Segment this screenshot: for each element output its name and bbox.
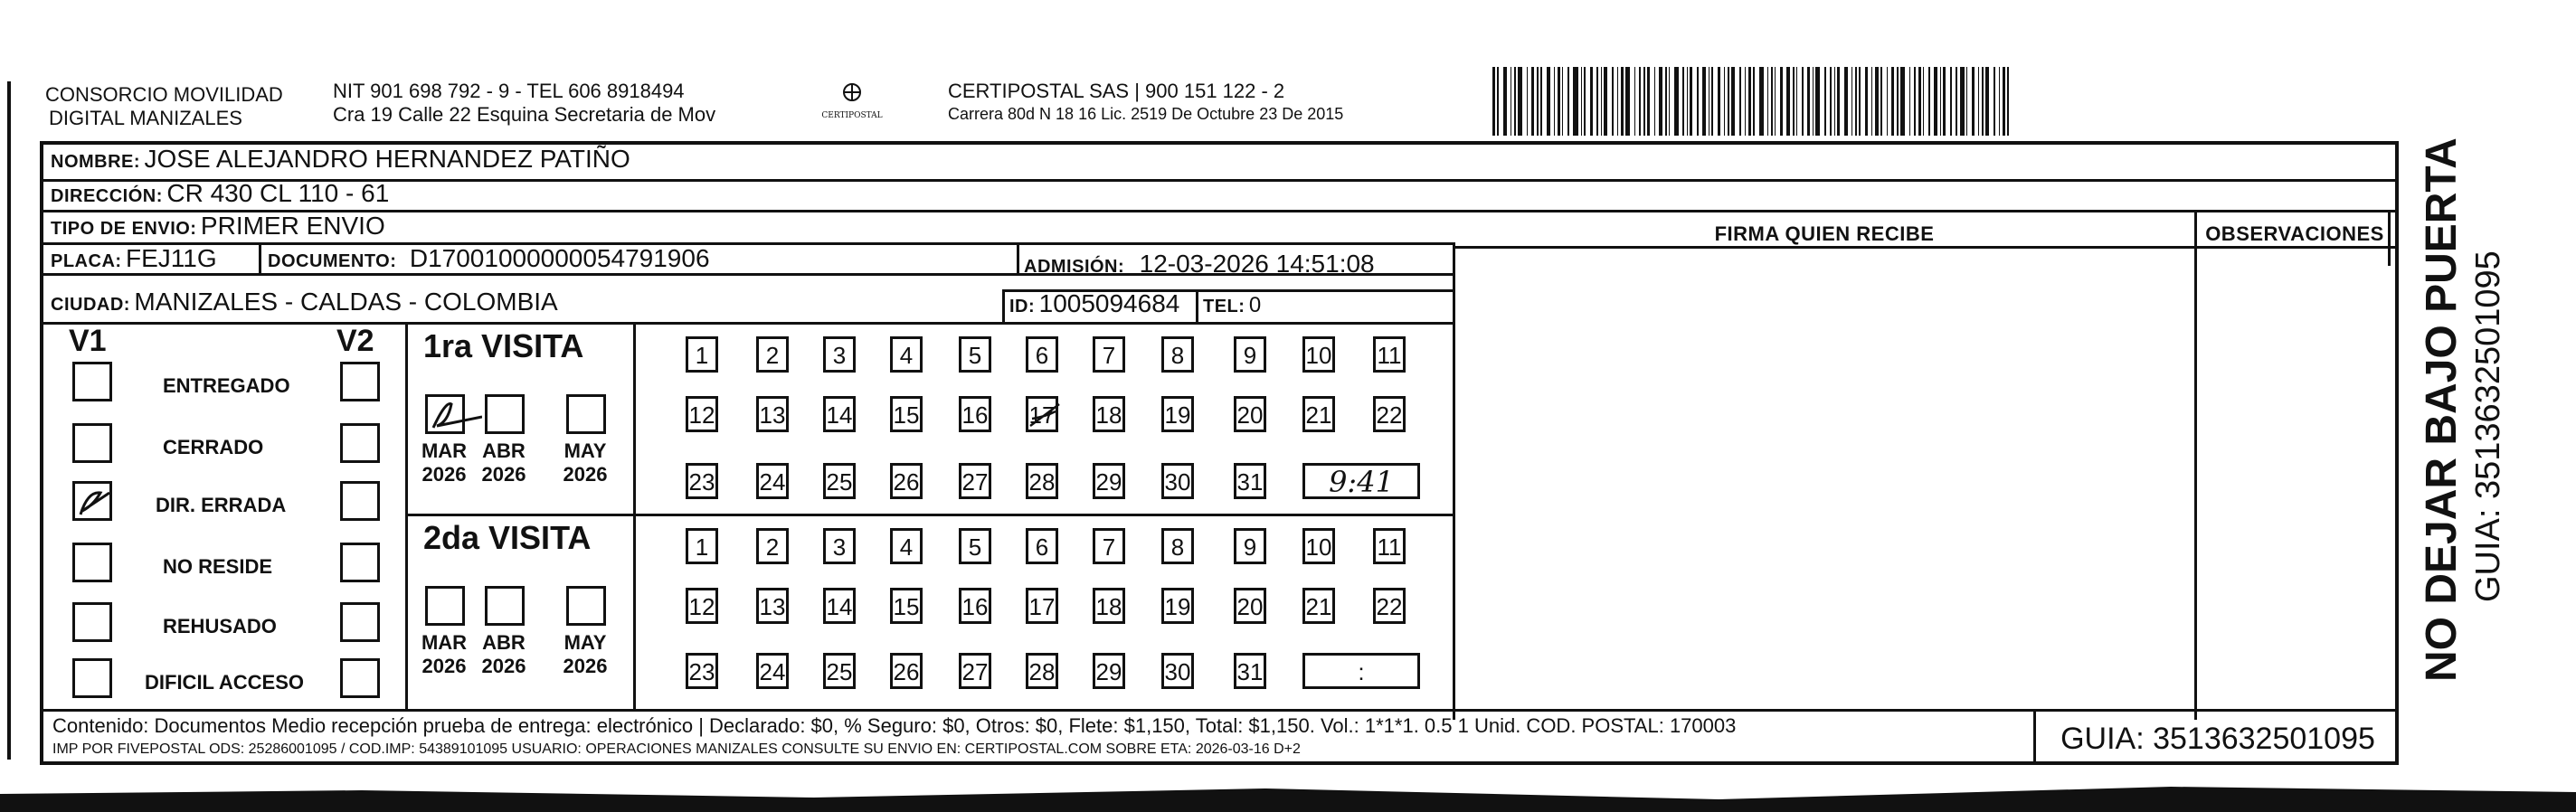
id-value: 1005094684 xyxy=(1038,289,1180,317)
day-box[interactable]: 17 xyxy=(1026,396,1058,432)
type-row xyxy=(51,212,385,241)
day-box[interactable]: 3 xyxy=(823,528,856,564)
logo-icon xyxy=(834,80,870,107)
day-box[interactable]: 5 xyxy=(959,336,991,373)
day-box[interactable]: 11 xyxy=(1373,528,1406,564)
v1-checkbox[interactable] xyxy=(72,362,112,401)
year-label: 2026 xyxy=(563,655,608,677)
status-option-label: DIFICIL ACCESO xyxy=(145,671,305,694)
admission-value: 12-03-2026 14:51:08 xyxy=(1139,250,1375,278)
city-value: MANIZALES - CALDAS - COLOMBIA xyxy=(134,288,558,316)
day-box[interactable]: 9 xyxy=(1234,336,1266,373)
barcode xyxy=(1492,67,2397,136)
address-label: DIRECCIÓN: xyxy=(51,186,163,206)
v1-checkbox[interactable] xyxy=(72,481,112,521)
no-dejar-bajo-puerta: NO DEJAR BAJO PUERTA xyxy=(2418,137,2466,682)
day-box[interactable]: 16 xyxy=(959,396,991,432)
day-box[interactable]: 11 xyxy=(1373,336,1406,373)
v2-checkbox[interactable] xyxy=(340,602,380,642)
carrier-address: Carrera 80d N 18 16 Lic. 2519 De Octubre 23 De 2015 xyxy=(948,105,1344,123)
month-label: MAY xyxy=(564,439,607,462)
status-option-label: ENTREGADO xyxy=(163,374,290,397)
v2-header: V2 xyxy=(336,324,374,358)
day-box[interactable]: 6 xyxy=(1026,528,1058,564)
nit-line: NIT 901 698 792 - 9 - TEL 606 8918494 xyxy=(333,80,685,102)
month-label: ABR xyxy=(482,631,526,654)
signature-area[interactable] xyxy=(1458,251,2191,705)
day-box[interactable]: 8 xyxy=(1161,336,1194,373)
status-option-label: DIR. ERRADA xyxy=(156,494,287,516)
day-box[interactable]: 18 xyxy=(1093,588,1125,624)
day-box[interactable]: 1 xyxy=(686,528,718,564)
plate-label: PLACA: xyxy=(51,251,122,271)
v2-checkbox[interactable] xyxy=(340,658,380,698)
month-option xyxy=(412,631,476,678)
second-visit-label: 2da VISITA xyxy=(423,519,592,556)
v1-checkbox[interactable] xyxy=(72,658,112,698)
year-label: 2026 xyxy=(481,655,526,677)
city-field xyxy=(51,288,558,316)
day-box[interactable]: 15 xyxy=(890,588,923,624)
day-box[interactable]: 6 xyxy=(1026,336,1058,373)
day-box[interactable]: 25 xyxy=(823,463,856,499)
plate-field xyxy=(51,244,217,273)
month-option xyxy=(412,439,476,486)
v1-checkbox[interactable] xyxy=(72,543,112,582)
month-option xyxy=(554,439,617,486)
city-label: CIUDAD: xyxy=(51,295,130,315)
day-box[interactable]: 28 xyxy=(1026,653,1058,689)
day-box[interactable]: 24 xyxy=(756,653,789,689)
month-label: MAR xyxy=(421,439,468,462)
day-box[interactable]: 4 xyxy=(890,336,923,373)
v1-header: V1 xyxy=(69,324,107,358)
day-box[interactable]: 30 xyxy=(1161,463,1194,499)
day-box[interactable]: 31 xyxy=(1234,463,1266,499)
day-box[interactable]: 26 xyxy=(890,653,923,689)
status-option-label: CERRADO xyxy=(163,436,264,458)
day-box[interactable]: 31 xyxy=(1234,653,1266,689)
carrier-info xyxy=(948,80,1343,125)
observations-area[interactable] xyxy=(2200,251,2388,705)
day-box[interactable]: 19 xyxy=(1161,588,1194,624)
month-checkbox[interactable] xyxy=(425,586,465,626)
v2-checkbox[interactable] xyxy=(340,362,380,401)
scan-edge xyxy=(0,774,2576,812)
month-checkbox[interactable] xyxy=(485,586,525,626)
day-box[interactable]: 10 xyxy=(1302,528,1335,564)
day-box[interactable]: 7 xyxy=(1093,528,1125,564)
day-box[interactable]: 2 xyxy=(756,336,789,373)
company-address: Cra 19 Calle 22 Esquina Secretaria de Mov xyxy=(333,103,716,126)
month-label: MAY xyxy=(564,631,607,654)
company-name-line1: CONSORCIO MOVILIDAD xyxy=(45,83,283,106)
day-box[interactable]: 12 xyxy=(686,588,718,624)
id-field xyxy=(1009,289,1179,318)
document-label: DOCUMENTO: xyxy=(268,251,397,271)
day-box[interactable]: 2 xyxy=(756,528,789,564)
logo-text: CERTIPOSTAL xyxy=(821,111,883,120)
company-contact xyxy=(333,80,715,127)
year-label: 2026 xyxy=(421,463,467,486)
v1-checkbox[interactable] xyxy=(72,602,112,642)
day-box[interactable]: 28 xyxy=(1026,463,1058,499)
type-value: PRIMER ENVIO xyxy=(200,212,385,240)
month-checkbox[interactable] xyxy=(566,394,606,434)
day-box[interactable]: 30 xyxy=(1161,653,1194,689)
document-field xyxy=(268,244,710,273)
day-box[interactable]: 19 xyxy=(1161,396,1194,432)
day-box[interactable]: 10 xyxy=(1302,336,1335,373)
year-label: 2026 xyxy=(481,463,526,486)
day-box[interactable]: 5 xyxy=(959,528,991,564)
day-box[interactable]: 15 xyxy=(890,396,923,432)
day-box[interactable]: 7 xyxy=(1093,336,1125,373)
month-option xyxy=(472,631,535,678)
day-box[interactable]: 13 xyxy=(756,588,789,624)
first-visit-label: 1ra VISITA xyxy=(423,327,584,364)
day-box[interactable]: 9 xyxy=(1234,528,1266,564)
company-name xyxy=(45,83,283,130)
carrier-line: CERTIPOSTAL SAS | 900 151 122 - 2 xyxy=(948,80,1285,102)
day-box[interactable]: 23 xyxy=(686,653,718,689)
month-checkbox[interactable] xyxy=(425,394,465,434)
month-checkbox[interactable] xyxy=(566,586,606,626)
day-box[interactable]: 24 xyxy=(756,463,789,499)
day-box[interactable]: 20 xyxy=(1234,396,1266,432)
day-box[interactable]: 17 xyxy=(1026,588,1058,624)
day-box[interactable]: 22 xyxy=(1373,588,1406,624)
tel-field xyxy=(1203,293,1261,318)
address-row xyxy=(51,179,389,208)
month-option xyxy=(554,631,617,678)
day-box[interactable]: 21 xyxy=(1302,396,1335,432)
type-label: TIPO DE ENVIO: xyxy=(51,219,197,239)
signature-label: FIRMA QUIEN RECIBE xyxy=(1714,222,1935,245)
day-box[interactable]: 29 xyxy=(1093,653,1125,689)
tel-value: 0 xyxy=(1248,293,1262,317)
imp-line: IMP POR FIVEPOSTAL ODS: 25286001095 / COD.IMP: 54389101095 USUARIO: OPERACIONES MANIZALES CONSULTE SU ENVIO EN: CERTIPOSTAL.COM SOBRE ETA: 2026-03-16 D+2 xyxy=(52,741,1301,757)
v1-checkbox[interactable] xyxy=(72,423,112,463)
status-option-label: NO RESIDE xyxy=(163,555,273,578)
day-box[interactable]: 21 xyxy=(1302,588,1335,624)
time-box[interactable]: 9:41 xyxy=(1302,463,1420,499)
plate-value: FEJ11G xyxy=(126,244,217,272)
day-box[interactable]: 29 xyxy=(1093,463,1125,499)
side-guia: GUIA: 3513632501095 xyxy=(2469,250,2507,602)
day-box[interactable]: 13 xyxy=(756,396,789,432)
tel-label: TEL: xyxy=(1203,297,1245,316)
company-name-line2: DIGITAL MANIZALES xyxy=(49,107,242,129)
admission-label: ADMISIÓN: xyxy=(1024,257,1125,277)
day-box[interactable]: 8 xyxy=(1161,528,1194,564)
name-value: JOSE ALEJANDRO HERNANDEZ PATIÑO xyxy=(144,145,630,173)
v2-checkbox[interactable] xyxy=(340,423,380,463)
v2-checkbox[interactable] xyxy=(340,481,380,521)
document-value: D17001000000054791906 xyxy=(409,244,710,272)
certipostal-logo xyxy=(816,80,888,120)
observations-label: OBSERVACIONES xyxy=(2205,222,2384,245)
address-value: CR 430 CL 110 - 61 xyxy=(166,179,390,207)
year-label: 2026 xyxy=(421,655,467,677)
content-line: Contenido: Documentos Medio recepción prueba de entrega: electrónico | Declarado: $0, % Seguro: $0, Otros: $0, Flete: $1,150, Total: $1,150. Vol.: 1*1*1. 0.5 1 Unid. COD. POSTAL: 170003 xyxy=(52,714,1737,737)
time-box[interactable]: : xyxy=(1302,653,1420,689)
month-option xyxy=(472,439,535,486)
day-box[interactable]: 23 xyxy=(686,463,718,499)
day-box[interactable]: 1 xyxy=(686,336,718,373)
day-box[interactable]: 14 xyxy=(823,396,856,432)
year-label: 2026 xyxy=(563,463,608,486)
day-box[interactable]: 22 xyxy=(1373,396,1406,432)
month-label: MAR xyxy=(421,631,468,654)
day-box[interactable]: 27 xyxy=(959,463,991,499)
month-label: ABR xyxy=(482,439,526,462)
day-box[interactable]: 20 xyxy=(1234,588,1266,624)
day-box[interactable]: 3 xyxy=(823,336,856,373)
id-label: ID: xyxy=(1009,297,1036,316)
day-box[interactable]: 4 xyxy=(890,528,923,564)
day-box[interactable]: 12 xyxy=(686,396,718,432)
day-box[interactable]: 25 xyxy=(823,653,856,689)
admission-field xyxy=(1024,250,1375,279)
guia-box: GUIA: 3513632501095 xyxy=(2060,722,2375,756)
day-box[interactable]: 26 xyxy=(890,463,923,499)
name-row xyxy=(51,145,630,174)
day-box[interactable]: 27 xyxy=(959,653,991,689)
day-box[interactable]: 18 xyxy=(1093,396,1125,432)
v2-checkbox[interactable] xyxy=(340,543,380,582)
month-checkbox[interactable] xyxy=(485,394,525,434)
day-box[interactable]: 16 xyxy=(959,588,991,624)
day-box[interactable]: 14 xyxy=(823,588,856,624)
name-label: NOMBRE: xyxy=(51,152,141,172)
status-option-label: REHUSADO xyxy=(163,615,277,637)
